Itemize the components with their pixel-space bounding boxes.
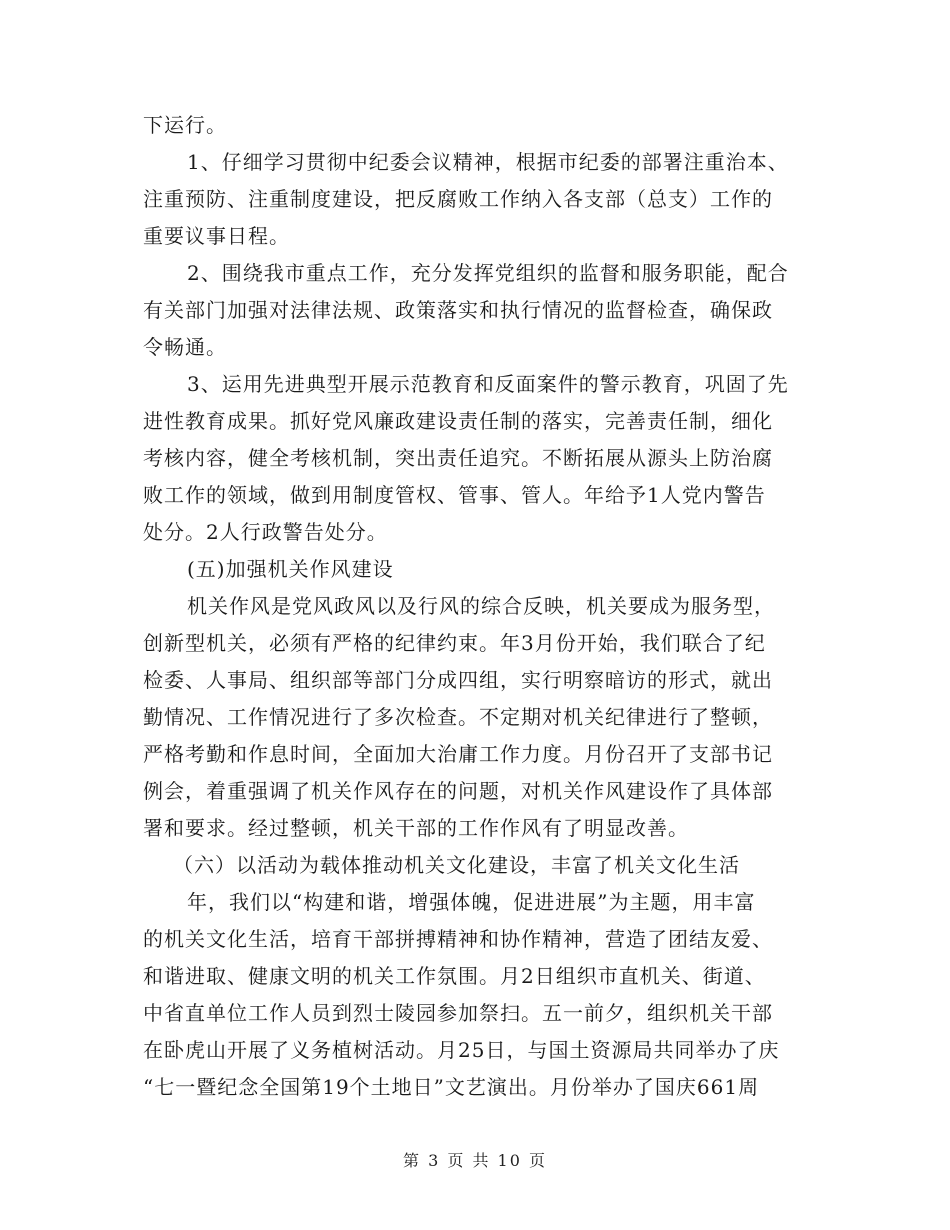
text-line: 创新型机关，必须有严格的纪律约束。年3月份开始，我们联合了纪 bbox=[143, 631, 766, 655]
text-line: 严格考勤和作息时间，全面加大治庸工作力度。月份召开了支部书记 bbox=[143, 742, 773, 766]
text-line: 署和要求。经过整顿，机关干部的工作作风有了明显改善。 bbox=[143, 816, 689, 840]
text-line: 考核内容，健全考核机制，突出责任追究。不断拓展从源头上防治腐 bbox=[143, 446, 773, 470]
text-line: 有关部门加强对法律法规、政策落实和执行情况的监督检查，确保政 bbox=[143, 298, 773, 322]
text-line: 下运行。 bbox=[143, 113, 227, 137]
text-line: 和谐进取、健康文明的机关工作氛围。月2日组织市直机关、街道、 bbox=[143, 964, 766, 988]
text-line: 的机关文化生活，培育干部拼搏精神和协作精神，营造了团结友爱、 bbox=[143, 927, 773, 951]
text-line: 1、仔细学习贯彻中纪委会议精神，根据市纪委的部署注重治本、 bbox=[187, 150, 789, 174]
text-line: 年，我们以“构建和谐，增强体魄，促进进展”为主题，用丰富 bbox=[187, 890, 756, 914]
text-line: 在卧虎山开展了义务植树活动。月25日，与国土资源局共同举办了庆 bbox=[143, 1038, 780, 1062]
text-line: 中省直单位工作人员到烈士陵园参加祭扫。五一前夕，组织机关干部 bbox=[143, 1001, 773, 1025]
page-footer: 第 3 页 共 10 页 bbox=[403, 1151, 547, 1170]
text-line: “七一暨纪念全国第19个土地日”文艺演出。月份举办了国庆661周 bbox=[143, 1075, 760, 1099]
text-line: 注重预防、注重制度建设，把反腐败工作纳入各支部（总支）工作的 bbox=[143, 187, 773, 211]
text-line: 2、围绕我市重点工作，充分发挥党组织的监督和服务职能，配合 bbox=[187, 261, 789, 285]
document-body bbox=[143, 107, 808, 1106]
text-line: 败工作的领域，做到用制度管权、管事、管人。年给予1人党内警告 bbox=[143, 483, 766, 507]
text-line: 勤情况、工作情况进行了多次检查。不定期对机关纪律进行了整顿， bbox=[143, 705, 773, 729]
text-line: 例会，着重强调了机关作风存在的问题，对机关作风建设作了具体部 bbox=[143, 779, 773, 803]
section-heading: （六）以活动为载体推动机关文化建设，丰富了机关文化生活 bbox=[173, 853, 740, 877]
section-heading: (五)加强机关作风建设 bbox=[187, 557, 394, 581]
text-line: 检委、人事局、组织部等部门分成四组，实行明察暗访的形式，就出 bbox=[143, 668, 773, 692]
text-line: 机关作风是党风政风以及行风的综合反映，机关要成为服务型， bbox=[187, 594, 775, 618]
text-line: 进性教育成果。抓好党风廉政建设责任制的落实，完善责任制，细化 bbox=[143, 409, 773, 433]
text-line: 重要议事日程。 bbox=[143, 224, 290, 248]
text-line: 令畅通。 bbox=[143, 335, 227, 359]
text-line: 处分。2人行政警告处分。 bbox=[143, 520, 388, 544]
text-line: 3、运用先进典型开展示范教育和反面案件的警示教育，巩固了先 bbox=[187, 372, 789, 396]
